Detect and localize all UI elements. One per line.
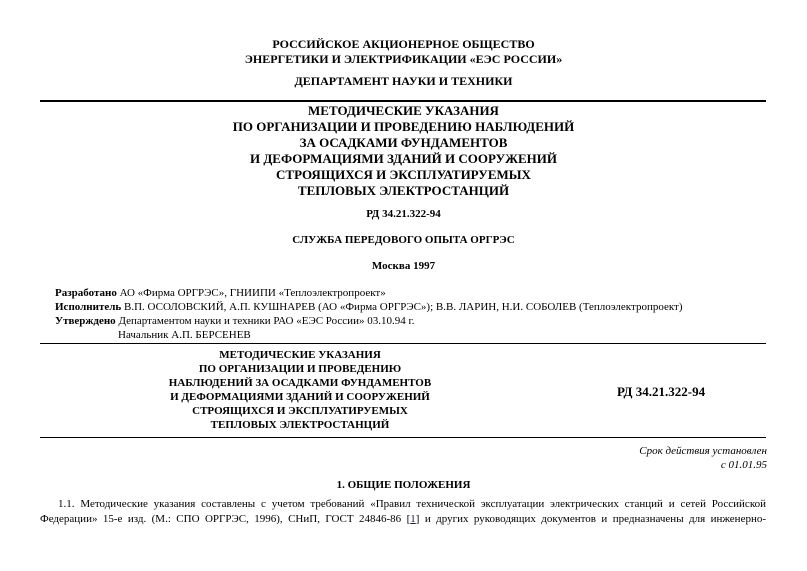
block-title-line: МЕТОДИЧЕСКИЕ УКАЗАНИЯ [219, 349, 381, 361]
title-line: И ДЕФОРМАЦИЯМИ ЗДАНИЙ И СООРУЖЕНИЙ [250, 151, 557, 166]
block-title-line: НАБЛЮДЕНИЙ ЗА ОСАДКАМИ ФУНДАМЕНТОВ [168, 377, 432, 389]
developed-label: Разработано [55, 287, 117, 299]
paragraph-text: Федерации» 15-е изд. (М.: СПО ОРГРЭС, 1996), СНиП, ГОСТ 24846-86 [ [40, 513, 411, 525]
title-line: ПО ОРГАНИЗАЦИИ И ПРОВЕДЕНИЮ НАБЛЮДЕНИЙ [232, 119, 575, 134]
paragraph-line-2 [40, 512, 766, 527]
document-title [0, 103, 807, 199]
section-title: 1. ОБЩИЕ ПОЛОЖЕНИЯ [336, 479, 471, 491]
credits-developed [55, 286, 775, 300]
developed-text: АО «Фирма ОРГРЭС», ГНИИПИ «Теплоэлектропроект» [116, 287, 386, 299]
approved-text: Департаментом науки и техники РАО «ЕЭС России» 03.10.94 г. [115, 315, 415, 327]
credits-executor [55, 300, 775, 314]
block-divider-bottom [40, 437, 766, 438]
paragraph-line-1 [40, 497, 766, 512]
executor-text: В.П. ОСОЛОВСКИЙ, А.П. КУШНАРЕВ (АО «Фирма ОРГРЭС»); В.В. ЛАРИН, Н.И. СОБОЛЕВ (Теплоэлектропроект) [121, 301, 683, 313]
title-line: МЕТОДИЧЕСКИЕ УКАЗАНИЯ [308, 103, 499, 118]
validity-line-1: Срок действия установлен [639, 445, 767, 457]
service-name: СЛУЖБА ПЕРЕДОВОГО ОПЫТА ОРГРЭС [292, 234, 515, 246]
approved-label: Утверждено [55, 315, 116, 327]
document-code: РД 34.21.322-94 [366, 208, 441, 220]
title-line: ТЕПЛОВЫХ ЭЛЕКТРОСТАНЦИЙ [297, 183, 510, 198]
paragraph-text: 1.1. Методические указания составлены с учетом требований «Правил технической эксплуатации электрических станций и сетей Российской [58, 498, 766, 510]
reference-link[interactable]: 1 [410, 513, 416, 525]
block-divider-top [40, 343, 766, 344]
title-line: ЗА ОСАДКАМИ ФУНДАМЕНТОВ [299, 135, 508, 150]
header-divider [40, 100, 766, 102]
city-year: Москва 1997 [371, 260, 436, 272]
block-title-line: СТРОЯЩИХСЯ И ЭКСПЛУАТИРУЕМЫХ [192, 405, 408, 417]
executor-label: Исполнитель [55, 301, 122, 313]
validity-note [639, 444, 767, 472]
organization-header [0, 37, 807, 67]
block-title-line: ТЕПЛОВЫХ ЭЛЕКТРОСТАНЦИЙ [210, 419, 390, 431]
department-name: ДЕПАРТАМЕНТ НАУКИ И ТЕХНИКИ [294, 74, 513, 88]
block-title [150, 348, 450, 432]
credits-approved [55, 314, 775, 328]
credits-block [55, 286, 775, 342]
org-line-1: РОССИЙСКОЕ АКЦИОНЕРНОЕ ОБЩЕСТВО [272, 37, 535, 51]
org-line-2: ЭНЕРГЕТИКИ И ЭЛЕКТРИФИКАЦИИ «ЕЭС РОССИИ» [244, 52, 563, 66]
title-line: СТРОЯЩИХСЯ И ЭКСПЛУАТИРУЕМЫХ [276, 167, 531, 182]
credits-chief: Начальник А.П. БЕРСЕНЕВ [118, 329, 251, 341]
block-document-code: РД 34.21.322-94 [617, 384, 706, 399]
paragraph-text: ] и других руководящих документов и предназначены для инженерно- [415, 513, 766, 525]
validity-line-2: с 01.01.95 [720, 459, 767, 471]
block-title-line: И ДЕФОРМАЦИЯМИ ЗДАНИЙ И СООРУЖЕНИЙ [170, 391, 430, 403]
block-title-line: ПО ОРГАНИЗАЦИИ И ПРОВЕДЕНИЮ [198, 363, 402, 375]
